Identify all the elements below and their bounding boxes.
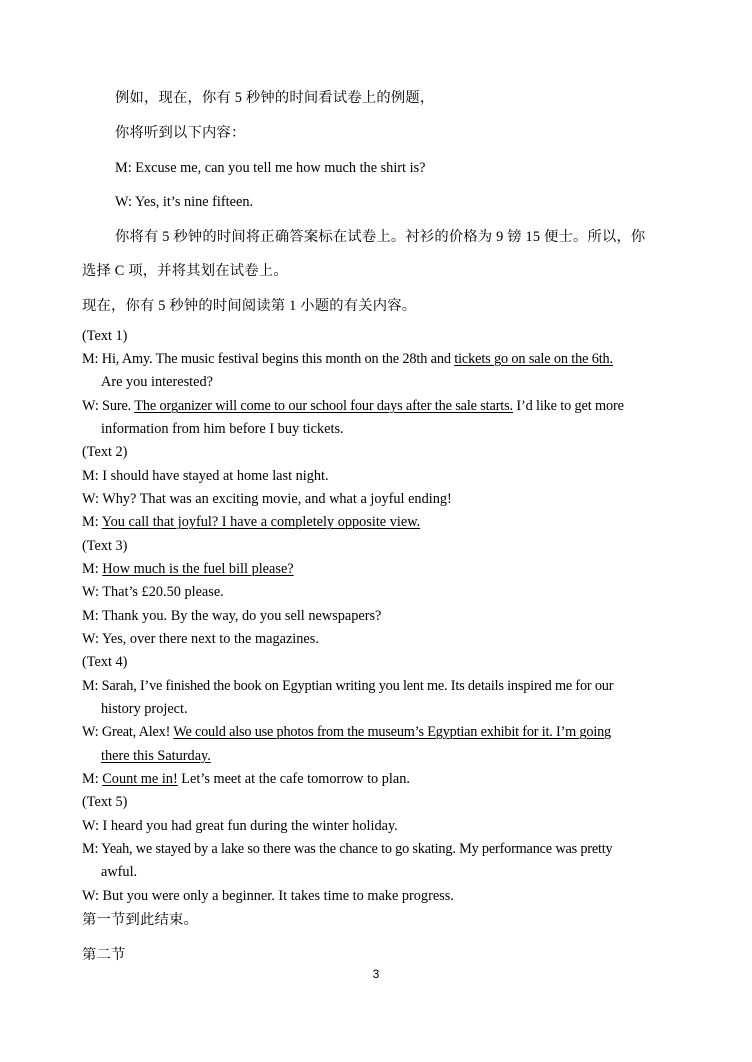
text3-m1 <box>82 558 672 581</box>
text1-label: (Text 1) <box>82 328 128 344</box>
text3-m1-underlined: How much is the fuel bill please? <box>102 561 294 577</box>
text5-label: (Text 5) <box>82 794 128 810</box>
you-will-hear: 你将听到以下内容： <box>115 125 246 141</box>
text4-w1-continued <box>101 745 691 768</box>
text2-w1: W: Why? That was an exciting movie, and what a joyful ending! <box>82 491 452 507</box>
text1-w-continued: information from him before I buy tickets. <box>101 421 344 437</box>
text4-m1-continued: history project. <box>101 701 188 717</box>
text4-m2-text: Let’s meet at the cafe tomorrow to plan. <box>177 771 410 787</box>
text5-w1: W: I heard you had great fun during the winter holiday. <box>82 818 398 834</box>
text1-w-line <box>82 395 672 418</box>
text5-w2: W: But you were only a beginner. It takes time to make progress. <box>82 888 454 904</box>
read-prompt: 现在，你有 5 秒钟的时间阅读第 1 小题的有关内容。 <box>82 298 417 314</box>
text2-m2 <box>82 511 672 534</box>
text2-m2-speaker: M: <box>82 514 102 530</box>
text1-w-underlined: The organizer will come to our school four days after the sale starts. <box>134 398 513 414</box>
text1-w-text-end: I’d like to get more <box>512 398 624 414</box>
text4-m1: M: Sarah, I’ve finished the book on Egyptian writing you lent me. Its details inspired me for our <box>82 678 614 694</box>
text3-m2: M: Thank you. By the way, do you sell newspapers? <box>82 608 382 624</box>
text2-m2-underlined: You call that joyful? I have a completely opposite view. <box>101 514 421 530</box>
text1-m-line <box>82 348 672 371</box>
text4-m2-speaker: M: <box>82 771 103 787</box>
text4-w1 <box>82 721 672 744</box>
text3-m1-speaker: M: <box>82 561 103 577</box>
text4-m2 <box>82 768 672 791</box>
text4-w1-text: W: Great, Alex! <box>82 724 174 740</box>
section-end: 第一节到此结束。 <box>82 912 198 928</box>
text3-w1: W: That’s £20.50 please. <box>82 584 224 600</box>
page-number: 3 <box>372 967 380 981</box>
text1-m-text: M: Hi, Amy. The music festival begins this month on the 28th and <box>82 351 455 367</box>
text4-w1-underlined-2: there this Saturday. <box>101 748 211 764</box>
example-w-line: W: Yes, it’s nine fifteen. <box>115 194 254 210</box>
text1-m-continued: Are you interested? <box>101 374 213 390</box>
text3-label: (Text 3) <box>82 538 128 554</box>
text3-w2: W: Yes, over there next to the magazines. <box>82 631 319 647</box>
example-explain-2: 选择 C 项，并将其划在试卷上。 <box>82 263 288 279</box>
text1-w-text: W: Sure. <box>82 398 135 414</box>
example-explain-1: 你将有 5 秒钟的时间将正确答案标在试卷上。衬衫的价格为 9 镑 15 便士。所以，你 <box>115 229 646 245</box>
text5-m1: M: Yeah, we stayed by a lake so there was the chance to go skating. My performance was pretty <box>82 841 613 857</box>
section-two-heading: 第二节 <box>82 947 126 963</box>
text2-label: (Text 2) <box>82 444 128 460</box>
text4-w1-underlined: We could also use photos from the museum’s Egyptian exhibit for it. I’m going <box>173 724 611 740</box>
text4-label: (Text 4) <box>82 654 128 670</box>
text4-m2-underlined: Count me in! <box>102 771 178 787</box>
text5-m1-continued: awful. <box>101 864 138 880</box>
text1-m-underlined: tickets go on sale on the 6th. <box>454 351 613 367</box>
example-intro: 例如，现在，你有 5 秒钟的时间看试卷上的例题， <box>115 90 435 106</box>
text2-m1: M: I should have stayed at home last night. <box>82 468 329 484</box>
example-m-line: M: Excuse me, can you tell me how much the shirt is? <box>115 160 426 176</box>
